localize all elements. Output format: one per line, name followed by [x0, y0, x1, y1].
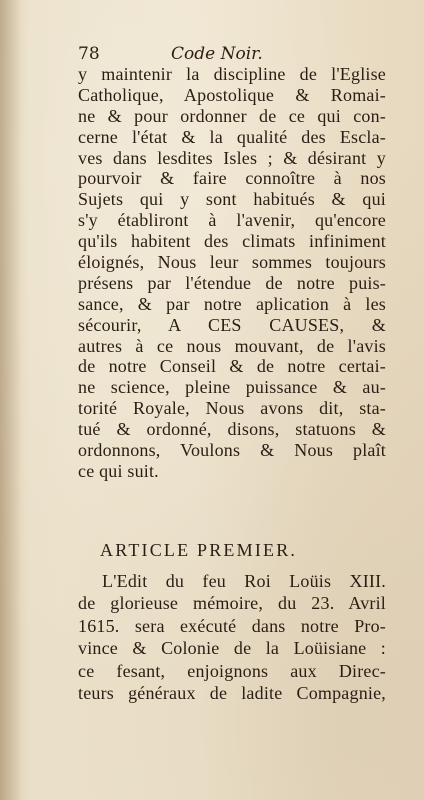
text-line: vince & Colonie de la Loüisiane :	[78, 638, 386, 659]
text-line: ce fesant, enjoignons aux Direc-	[78, 660, 386, 681]
text-line: torité Royale, Nous avons dit, sta-	[78, 398, 386, 419]
text-line: ce qui suit.	[78, 460, 159, 481]
text-line: de glorieuse mémoire, du 23. Avril	[78, 593, 386, 614]
body-paragraph	[78, 64, 386, 482]
text-line: teurs généraux de ladite Compagnie,	[78, 682, 386, 703]
text-line: ne & pour ordonner de ce qui con-	[78, 105, 386, 126]
text-line: qu'ils habitent des climats infiniment	[78, 231, 386, 252]
text-line: ordonnons, Voulons & Nous plaît	[78, 440, 386, 461]
text-line: 1615. sera exécuté dans notre Pro-	[78, 615, 386, 636]
text-line: ves dans lesdites Isles ; & désirant y	[78, 147, 386, 168]
text-line: y maintenir la discipline de l'Eglise	[78, 64, 386, 84]
text-line: Sujets qui y sont habitués & qui	[78, 189, 386, 210]
text-line: sance, & par notre aplication à les	[78, 293, 386, 314]
page-number: 78	[78, 44, 100, 64]
text-line: pourvoir & faire connoître à nos	[78, 168, 386, 189]
text-line: ne science, pleine puissance & au-	[78, 377, 386, 398]
text-line: de notre Conseil & de notre certai-	[78, 356, 386, 377]
article-heading: ARTICLE PREMIER.	[100, 540, 298, 560]
running-title: Code Noir.	[171, 44, 263, 64]
text-line: s'y établiront à l'avenir, qu'encore	[78, 210, 386, 231]
text-line: présens par l'étendue de notre puis-	[78, 272, 386, 293]
text-line: Catholique, Apostolique & Romai-	[78, 84, 386, 105]
text-line: autres à ce nous mouvant, de l'avis	[78, 335, 386, 356]
article-paragraph	[78, 570, 386, 704]
text-line: sécourir, A CES CAUSES, &	[78, 314, 386, 335]
text-line: L'Edit du feu Roi Loüis XIII.	[102, 571, 386, 591]
text-line: éloignés, Nous leur sommes toujours	[78, 252, 386, 273]
text-line: tué & ordonné, disons, statuons &	[78, 419, 386, 440]
spine-shadow	[0, 0, 22, 800]
text-line: cerne l'état & la qualité des Escla-	[78, 126, 386, 147]
